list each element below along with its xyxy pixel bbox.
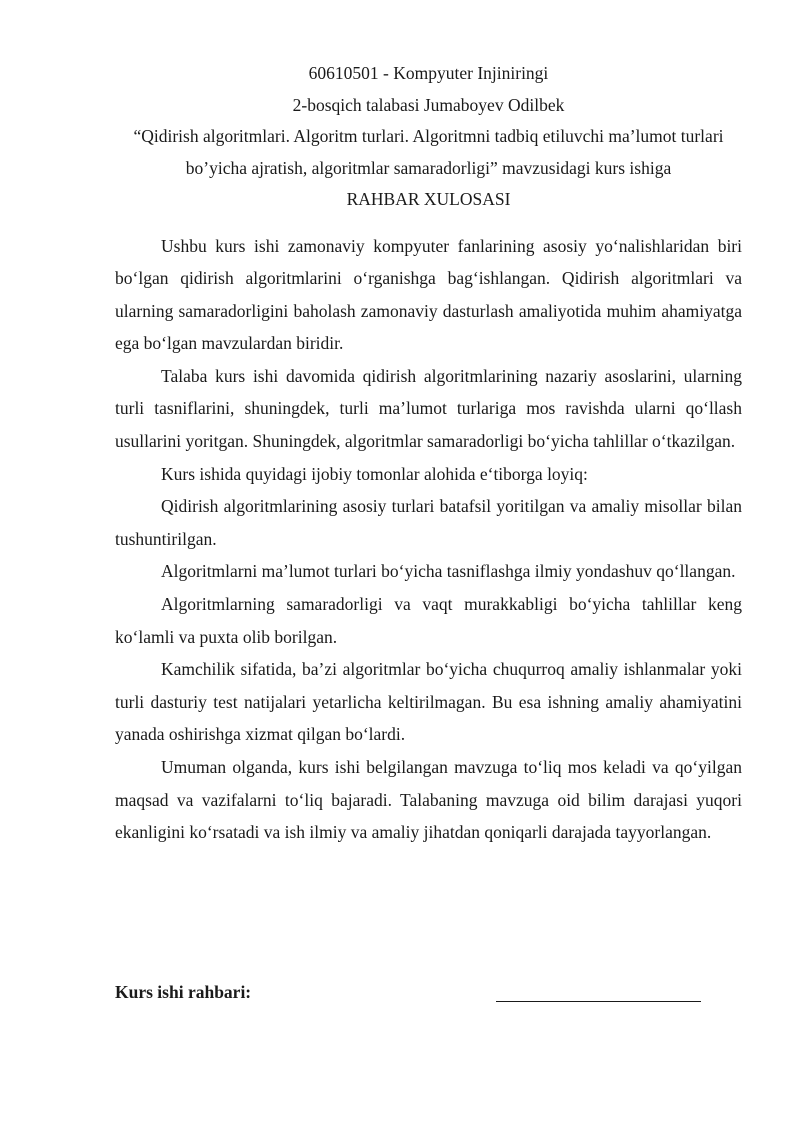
paragraph: Algoritmlarni ma’lumot turlari bo‘yicha tasniflashga ilmiy yondashuv qo‘llangan. [161, 561, 736, 582]
signature-line [496, 1001, 701, 1002]
paragraph: Algoritmlarning samaradorligi va vaqt murakkabligi bo‘yicha tahlillar keng ko‘lamli va puxta olib borilgan. [115, 594, 742, 647]
document-body [115, 230, 742, 849]
paragraph: Kurs ishida quyidagi ijobiy tomonlar alohida e‘tiborga loyiq: [161, 463, 588, 484]
topic-line: “Qidirish algoritmlari. Algoritm turlari. Algoritmni tadbiq etiluvchi ma’lumot turlari bo’yicha ajratish, algoritmlar samaradorligi” mavzusidagi kurs ishiga [133, 126, 724, 178]
paragraph: Kamchilik sifatida, ba’zi algoritmlar bo‘yicha chuqurroq amaliy ishlanmalar yoki turli dasturiy test natijalari yetarlicha keltirilmagan. Bu esa ishning amaliy ahamiyatini yanada oshirishga xizmat qilgan bo‘lardi. [115, 659, 742, 745]
paragraph: Qidirish algoritmlarining asosiy turlari batafsil yoritilgan va amaliy misollar bilan tushuntirilgan. [115, 496, 742, 549]
paragraph: Ushbu kurs ishi zamonaviy kompyuter fanlarining asosiy yo‘nalishlaridan biri bo‘lgan qidirish algoritmlarini o‘rganishga bag‘ishlangan. Qidirish algoritmlari va ularning samaradorligini baholash zamonaviy dasturlash amaliyotida muhim ahamiyatga ega bo‘lgan mavzulardan biridir. [115, 235, 742, 354]
program-code-line: 60610501 - Kompyuter Injiniringi [308, 63, 549, 83]
signature-label: Kurs ishi rahbari: [115, 982, 252, 1002]
paragraph: Talaba kurs ishi davomida qidirish algoritmlarining nazariy asoslarini, ularning turli tasniflarini, shuningdek, turli ma’lumot turlariga mos ravishda ularni qo‘llash usullarini yoritgan. Shuningdek, algoritmlar samaradorligi bo‘yicha tahlillar o‘tkazilgan. [115, 365, 742, 452]
student-line: 2-bosqich talabasi Jumaboyev Odilbek [292, 94, 565, 115]
document-header [115, 58, 742, 216]
signature-block [115, 982, 742, 1006]
document-title: RAHBAR XULOSASI [346, 189, 511, 209]
paragraph: Umuman olganda, kurs ishi belgilangan mavzuga to‘liq mos keladi va qo‘yilgan maqsad va vazifalarni to‘liq bajaradi. Talabaning mavzuga oid bilim darajasi yuqori ekanligini ko‘rsatadi va ish ilmiy va amaliy jihatdan qoniqarli darajada tayyorlangan. [115, 757, 742, 843]
